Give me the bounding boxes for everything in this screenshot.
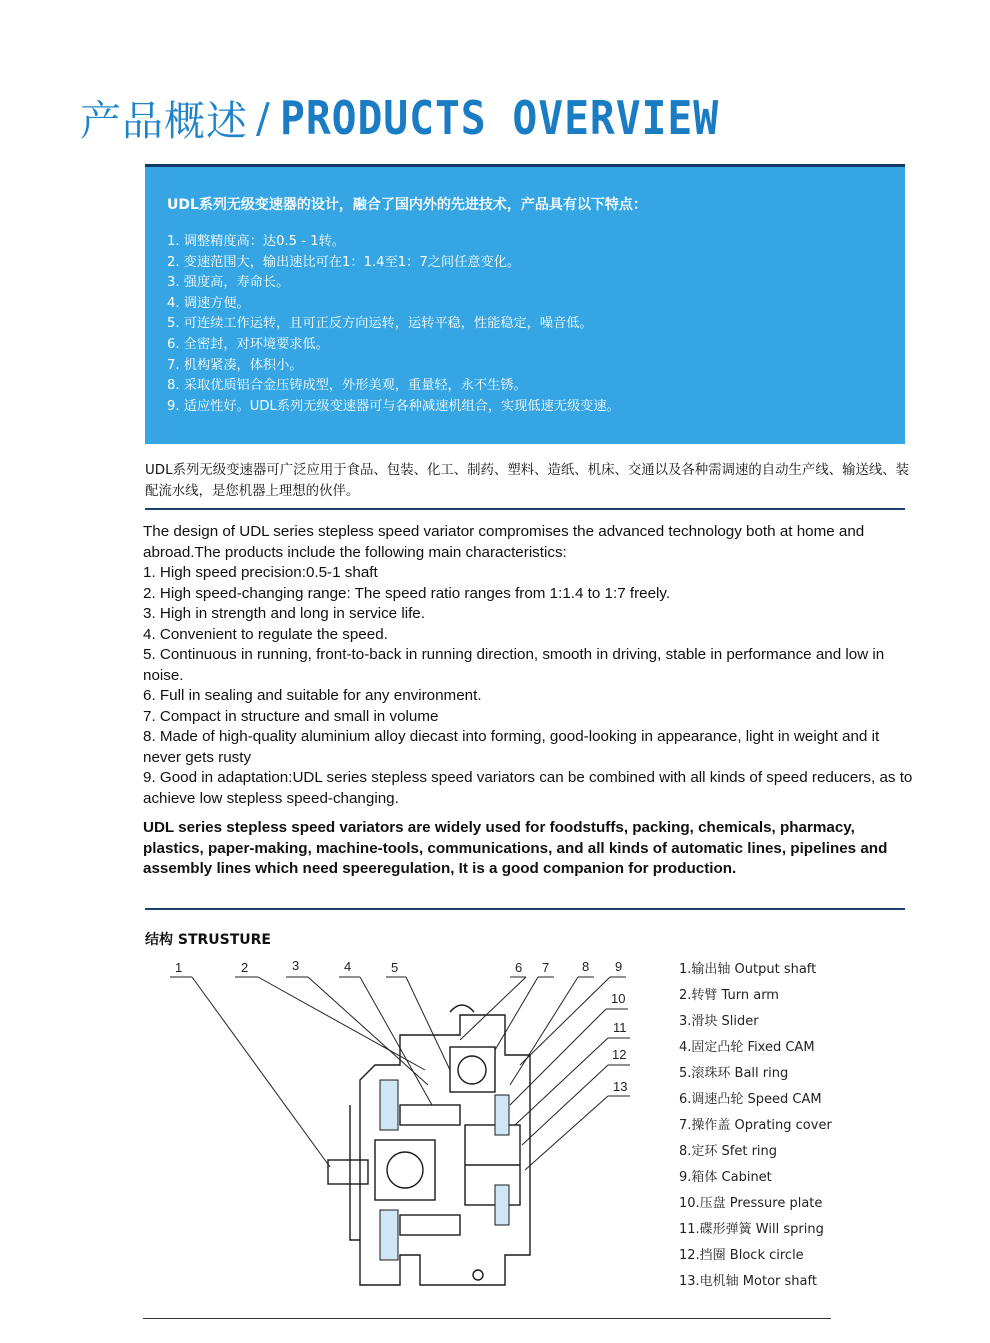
legend-item: 13.电机轴 Motor shaft [679,1274,817,1289]
legend-item: 1.输出轴 Output shaft [679,962,817,977]
callout-label: 2 [241,960,249,975]
list-item: 5. Continuous in running, front-to-back in running direction, smooth in driving, stable in performance and low in noise. [143,646,885,684]
callout-label: 9 [615,959,623,974]
title-en: PRODUCTS OVERVIEW [279,90,719,145]
callout-label: 7 [542,960,550,975]
callout-label: 8 [582,959,590,974]
legend-item: 2.转臂 Turn arm [679,988,779,1003]
callout-label: 12 [612,1047,627,1062]
structure-legend [679,957,832,1295]
legend-item: 9.箱体 Cabinet [679,1170,772,1185]
list-item: 2. 变速范围大，输出速比可在1：1.4至1：7之间任意变化。 [167,254,521,270]
callout-label: 1 [175,960,183,975]
section-divider [145,908,905,910]
list-item: 1. 调整精度高：达0.5 - 1转。 [167,234,345,249]
title-separator: / [256,93,270,142]
page-title [80,88,768,147]
legend-item: 12.挡圈 Block circle [679,1248,804,1263]
list-item: 5. 可连续工作运转，且可正反方向运转，运转平稳，性能稳定，噪音低。 [167,316,593,332]
callout-label: 6 [515,960,523,975]
legend-item: 6.调速凸轮 Speed CAM [679,1092,822,1107]
callout-label: 5 [391,960,399,975]
en-description [143,522,913,809]
list-item: 9. 适应性好。UDL系列无级变速器可与各种减速机组合，实现低速无级变速。 [167,398,620,414]
legend-item: 5.滚珠环 Ball ring [679,1066,789,1081]
list-item: 1. High speed precision:0.5-1 shaft [143,564,378,581]
footer-divider [143,1318,831,1319]
intro-feature-box [145,164,905,444]
list-item: 3. High in strength and long in service life. [143,605,425,622]
list-item: 4. Convenient to regulate the speed. [143,625,388,643]
list-item: 6. 全密封，对环境要求低。 [167,336,329,352]
intro-feature-list [167,232,620,417]
legend-item: 10.压盘 Pressure plate [679,1196,823,1211]
list-item: 6. Full in sealing and suitable for any environment. [143,687,482,704]
legend-item: 8.定环 Sfet ring [679,1144,778,1159]
en-application-paragraph: UDL series stepless speed variators are widely used for foodstuffs, packing, chemicals, pharmacy, plastics, paper-making, machine-tools, communications, and all kinds of automatic lines, pipelines and assembly lines which need speeregulation, It is a good companion for production. [143,819,888,877]
callout-label: 3 [292,958,300,973]
callout-label: 13 [613,1079,628,1094]
legend-item: 11.碟形弹簧 Will spring [679,1222,824,1237]
list-item: 8. Made of high-quality aluminium alloy diecast into forming, good-looking in appearance, light in weight and it never gets rusty [143,728,880,766]
section-divider [145,508,905,510]
callout-label: 10 [611,991,626,1006]
en-intro: The design of UDL series stepless speed variator compromises the advanced technology both at home and abroad.The products include the following main characteristics: [143,523,865,561]
title-cn: 产品概述 [80,97,248,145]
legend-item: 3.滑块 Slider [679,1014,759,1029]
legend-item: 4.固定凸轮 Fixed CAM [679,1040,815,1055]
list-item: 2. High speed-changing range: The speed ratio ranges from 1:1.4 to 1:7 freely. [143,584,671,602]
callout-label: 4 [344,959,352,974]
intro-heading: UDL系列无级变速器的设计，融合了国内外的先进技术，产品具有以下特点： [167,197,647,213]
structure-heading: 结构 STRUSTURE [145,932,271,948]
cn-application-paragraph: UDL系列无级变速器可广泛应用于食品、包装、化工、制药、塑料、造纸、机床、交通以及各种需调速的自动生产线、输送线、装配流水线，是您机器上理想的伙伴。 [145,463,910,499]
list-item: 4. 调速方便。 [167,295,250,311]
list-item: 9. Good in adaptation:UDL series stepless speed variators can be combined with all kinds of speed reducers, as to achieve low stepless speed-changing. [143,769,913,807]
list-item: 8. 采取优质铝合金压铸成型，外形美观，重量轻，永不生锈。 [167,378,527,394]
structure-diagram [160,955,640,1300]
callout-label: 11 [613,1020,627,1035]
legend-item: 7.操作盖 Oprating cover [679,1118,832,1133]
list-item: 7. Compact in structure and small in volume [143,707,439,725]
list-item: 3. 强度高，寿命长。 [167,275,290,291]
list-item: 7. 机构紧凑，体积小。 [167,357,303,373]
